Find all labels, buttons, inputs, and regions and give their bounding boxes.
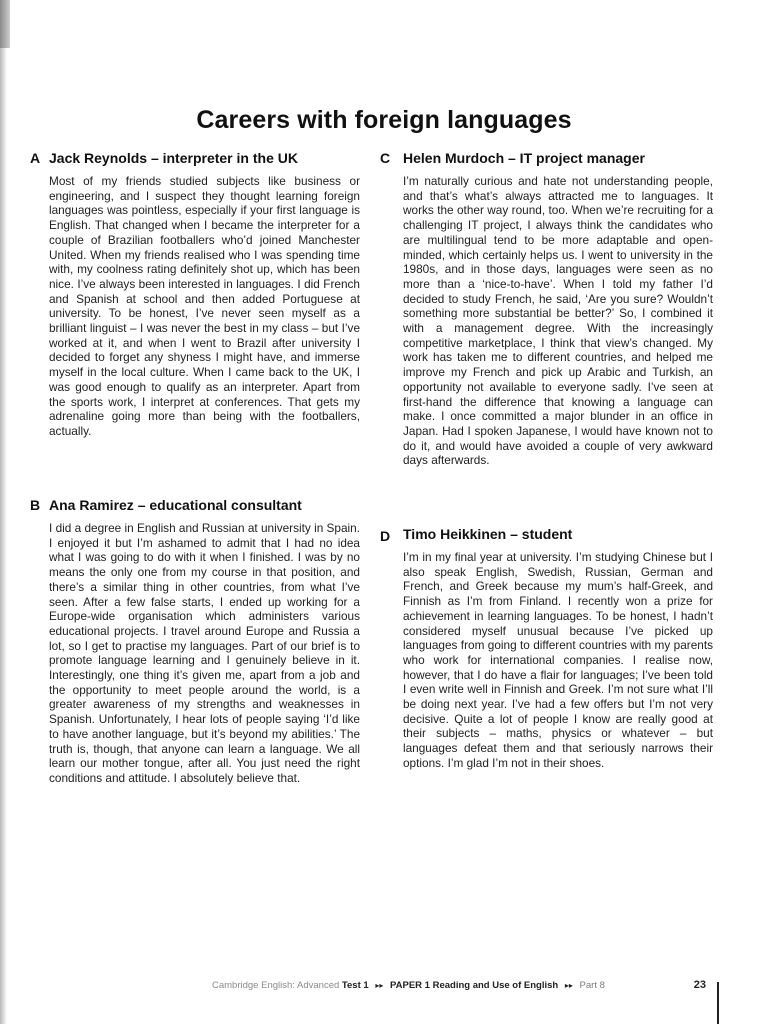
section-d-letter: D: [380, 528, 391, 544]
section-c-title: Helen Murdoch – IT project manager: [403, 150, 645, 166]
section-a-letter: A: [30, 150, 41, 166]
footer-arrow-icon: ▸▸: [564, 981, 573, 990]
footer-paper-label: PAPER 1 Reading and Use of English: [390, 980, 559, 991]
section-c-letter: C: [380, 150, 391, 166]
page-spine-shadow: [0, 0, 7, 1024]
page-footer: [212, 980, 712, 994]
binding-mark: [0, 0, 10, 48]
page-edge-line: [717, 982, 719, 1024]
section-d: [380, 526, 713, 771]
section-b-body: I did a degree in English and Russian at university in Spain. I enjoyed it but I’m ashamed to admit that I had no idea what I was going to do with it when I finished. I was by no means the only one from my course in that position, and there’s a similar thing in other countries, from what I’ve seen. After a few false starts, I ended up working for a Europe-wide organisation which administers various educational projects. I travel around Europe and Russia a lot, so I get to practise my languages. Part of our brief is to promote language learning and I genuinely believe in it. Interestingly, one thing it’s given me, apart from a job and the opportunity to meet people around the world, is a greater awareness of my strengths and weaknesses in Spanish. Unfortunately, I hear lots of people saying ‘I’d like to have another language, but it’s beyond my abilities.’ The truth is, though, that anyone can learn a language. We all learn our mother tongue, after all. You just need the right conditions and attitude. I absolutely believe that.: [49, 521, 360, 785]
section-a-body: Most of my friends studied subjects like business or engineering, and I suspect they thought learning foreign languages was pointless, especially if your first language is English. That changed when I became the interpreter for a couple of Brazilian footballers who’d joined Manchester United. When my friends realised who I was spending time with, my coolness rating definitely shot up, which has been nice. I’ve always been interested in languages. I did French and Spanish at school and then added Portuguese at university. To be honest, I’ve never seen myself as a brilliant linguist – I was never the best in my class – but I’ve worked at it, and when I went to Brazil after university I decided to forget any shyness I might have, and immerse myself in the local culture. When I came back to the UK, I was good enough to qualify as an interpreter. Apart from the sports work, I interpret at conferences. That gets my adrenaline going more than being with the footballers, actually.: [49, 174, 360, 438]
section-b: [30, 497, 360, 786]
page-number: 23: [693, 979, 706, 991]
footer-part-label: Part 8: [579, 980, 605, 991]
section-d-title: Timo Heikkinen – student: [403, 526, 573, 542]
section-b-title: Ana Ramirez – educational consultant: [49, 497, 302, 513]
section-c-heading: [380, 150, 713, 170]
section-b-letter: B: [30, 497, 41, 513]
footer-book-title: Cambridge English: Advanced: [212, 980, 340, 991]
section-c: [380, 150, 713, 468]
footer-arrow-icon: ▸▸: [375, 981, 384, 990]
section-b-heading: [30, 497, 360, 517]
section-a-heading: [30, 150, 360, 170]
page-title: Careers with foreign languages: [196, 106, 572, 134]
section-a-title: Jack Reynolds – interpreter in the UK: [49, 150, 298, 166]
section-d-heading: [380, 526, 713, 546]
section-a: [30, 150, 360, 439]
section-c-body: I’m naturally curious and hate not understanding people, and that’s what’s always attracted me to languages. It works the other way round, too. When we’re recruiting for a challenging IT project, I always think the candidates who are multilingual tend to be more adaptable and open-minded, which certainly helps us. I went to university in the 1980s, and in those days, languages were seen as no more than a ‘nice-to-have’. When I told my father I’d decided to study French, he said, ‘Are you sure? Wouldn’t something more substantial be better?’ So, I combined it with a management degree. With the increasingly competitive marketplace, I think that view’s changed. My work has taken me to different countries, and helped me improve my French and pick up Arabic and Turkish, an opportunity not available to everyone sadly. I’ve seen at first-hand the difference that knowing a language can make. I once committed a major blunder in an office in Japan. Had I spoken Japanese, I would have known not to do it, and would have avoided a couple of very awkward days afterwards.: [403, 174, 713, 468]
section-d-body: I’m in my final year at university. I’m studying Chinese but I also speak English, Swedish, Russian, German and French, and Greek because my mum’s half-Greek, and Finnish as I’m from Finland. I recently won a prize for achievement in learning languages. To be honest, I hadn’t considered myself unusual because I’ve picked up languages from going to different countries with my parents who work for international companies. I realise now, however, that I do have a flair for languages; I’ve been told I even write well in Finnish and Greek. I’m not sure what I’ll be doing next year. I’ve had a few offers but I’m not very decisive. Quite a lot of people I know are really good at their subjects – maths, physics or whatever – but languages defeat them and that seriously narrows their options. I’m glad I’m not in their shoes.: [403, 550, 713, 770]
footer-test-label: Test 1: [341, 980, 369, 991]
